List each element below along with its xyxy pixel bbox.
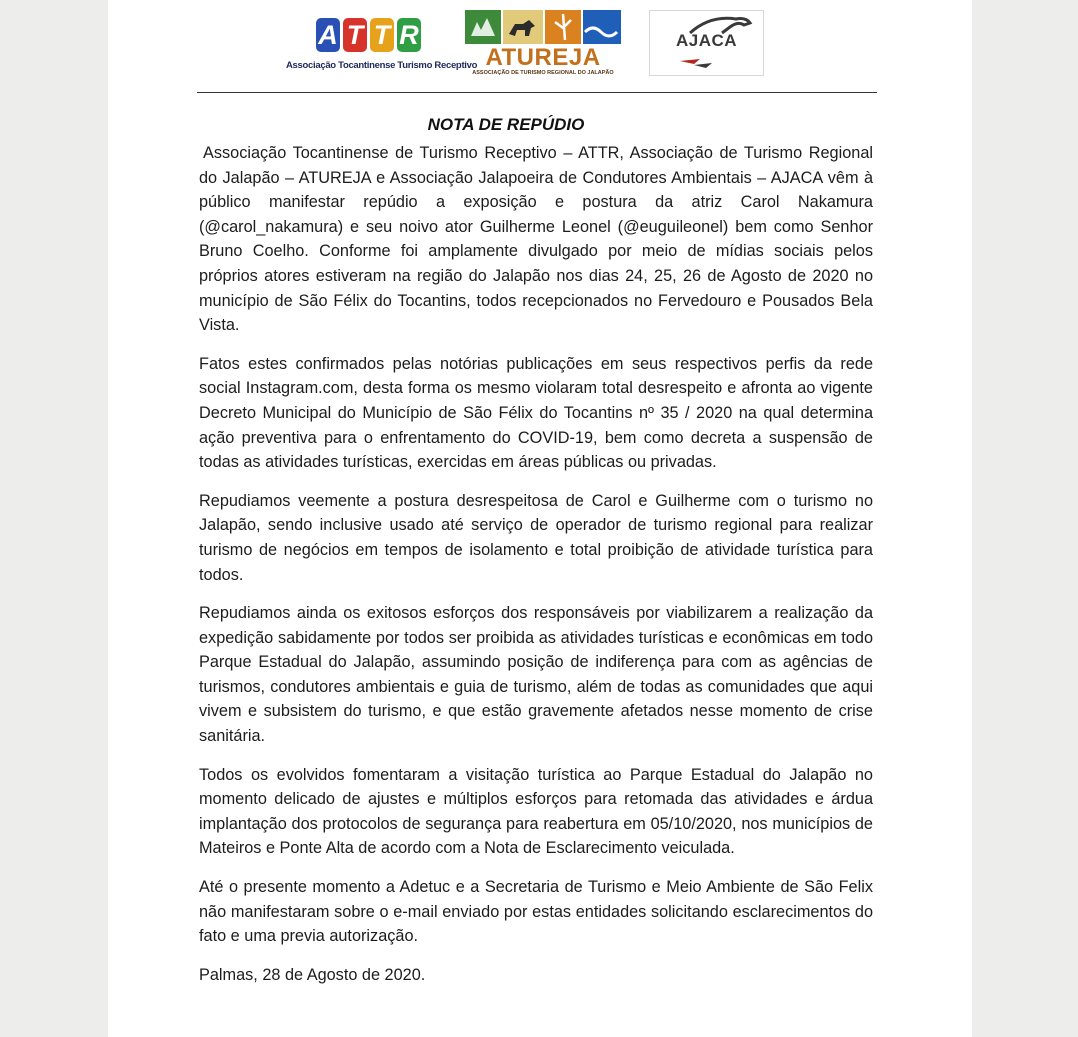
body-paragraph: Repudiamos ainda os exitosos esforços dos responsáveis por viabilizarem a realização da expedição sabidamente por todos ser proibida as atividades turísticas e econômicas em todo Parque Estadual do Jalapão, assumindo posição de indiferença para com as agências de turismos, condutores ambientais e guia de turismo, além de todas as comunidades que aqui vivem e subsistem do turismo, e que estão gravemente afetados nesse momento de crise sanitária. [199, 604, 873, 746]
attr-letter: R [397, 18, 421, 52]
body-paragraph: Associação Tocantinense de Turismo Receptivo – ATTR, Associação de Turismo Regional do Jalapão – ATUREJA e Associação Jalapoeira de Condutores Ambientais – AJACA vêm à público manifestar repúdio a exposição e postura da atriz Carol Nakamura (@carol_nakamura) e seu noivo ator Guilherme Leonel (@euguileonel) bem como Senhor Bruno Coelho. Conforme foi amplamente divulgado por meio de mídias sociais pelos próprios atores estiveram na região do Jalapão nos dias 24, 25, 26 de Agosto de 2020 no município de São Félix do Tocantins, todos recepcionados no Fervedouro e Pousados Bela Vista. [199, 144, 873, 335]
attr-letter: T [370, 18, 394, 52]
atureja-emblem-icon [465, 10, 621, 46]
attr-letter: T [343, 18, 367, 52]
atureja-logo [465, 10, 621, 76]
attr-logo-letters [316, 18, 424, 56]
signature-line: Palmas, 28 de Agosto de 2020. [199, 965, 426, 984]
body-paragraph: Fatos estes confirmados pelas notórias publicações em seus respectivos perfis da rede social Instagram.com, desta forma os mesmo violaram total desrespeito e afronta ao vigente Decreto Municipal do Município de São Félix do Tocantins nº 35 / 2020 na qual determina ação preventiva para o enfrentamento do COVID-19, bem como decreta a suspensão de todas as atividades turísticas, exercidas em áreas públicas ou privadas. [199, 354, 873, 472]
body-paragraph: Todos os evolvidos fomentaram a visitação turística ao Parque Estadual do Jalapão no momento delicado de ajustes e múltiplos esforços para retomada das atividades e árdua implantação dos protocolos de segurança para reabertura em 05/10/2020, nos municípios de Mateiros e Ponte Alta de acordo com a Nota de Esclarecimento veiculada. [199, 765, 873, 858]
document-body [199, 141, 873, 1001]
atureja-logo-subtitle: ASSOCIAÇÃO DE TURISMO REGIONAL DO JALAPÃO [472, 70, 614, 76]
attr-letter: A [316, 18, 340, 52]
atureja-logo-name: ATUREJA [485, 44, 601, 71]
document-title: NOTA DE REPÚDIO [427, 115, 585, 134]
body-paragraph: Até o presente momento a Adetuc e a Secretaria de Turismo e Meio Ambiente de São Felix não manifestaram sobre o e-mail enviado por estas entidades solicitando esclarecimentos do fato e uma previa autorização. [199, 878, 873, 946]
ajaca-logo [649, 10, 764, 76]
header-logos [108, 0, 972, 90]
ajaca-logo-name: AJACA [675, 31, 738, 50]
attr-logo [286, 14, 478, 76]
body-paragraph: Repudiamos veemente a postura desrespeitosa de Carol e Guilherme com o turismo no Jalapão, sendo inclusive usado até serviço de operador de turismo regional para realizar turismo de negócios em tempos de isolamento e total proibição de atividade turística para todos. [199, 491, 873, 584]
attr-logo-subtitle: Associação Tocantinense Turismo Receptivo [286, 60, 478, 71]
document-page [108, 0, 972, 1037]
header-divider [197, 92, 877, 93]
